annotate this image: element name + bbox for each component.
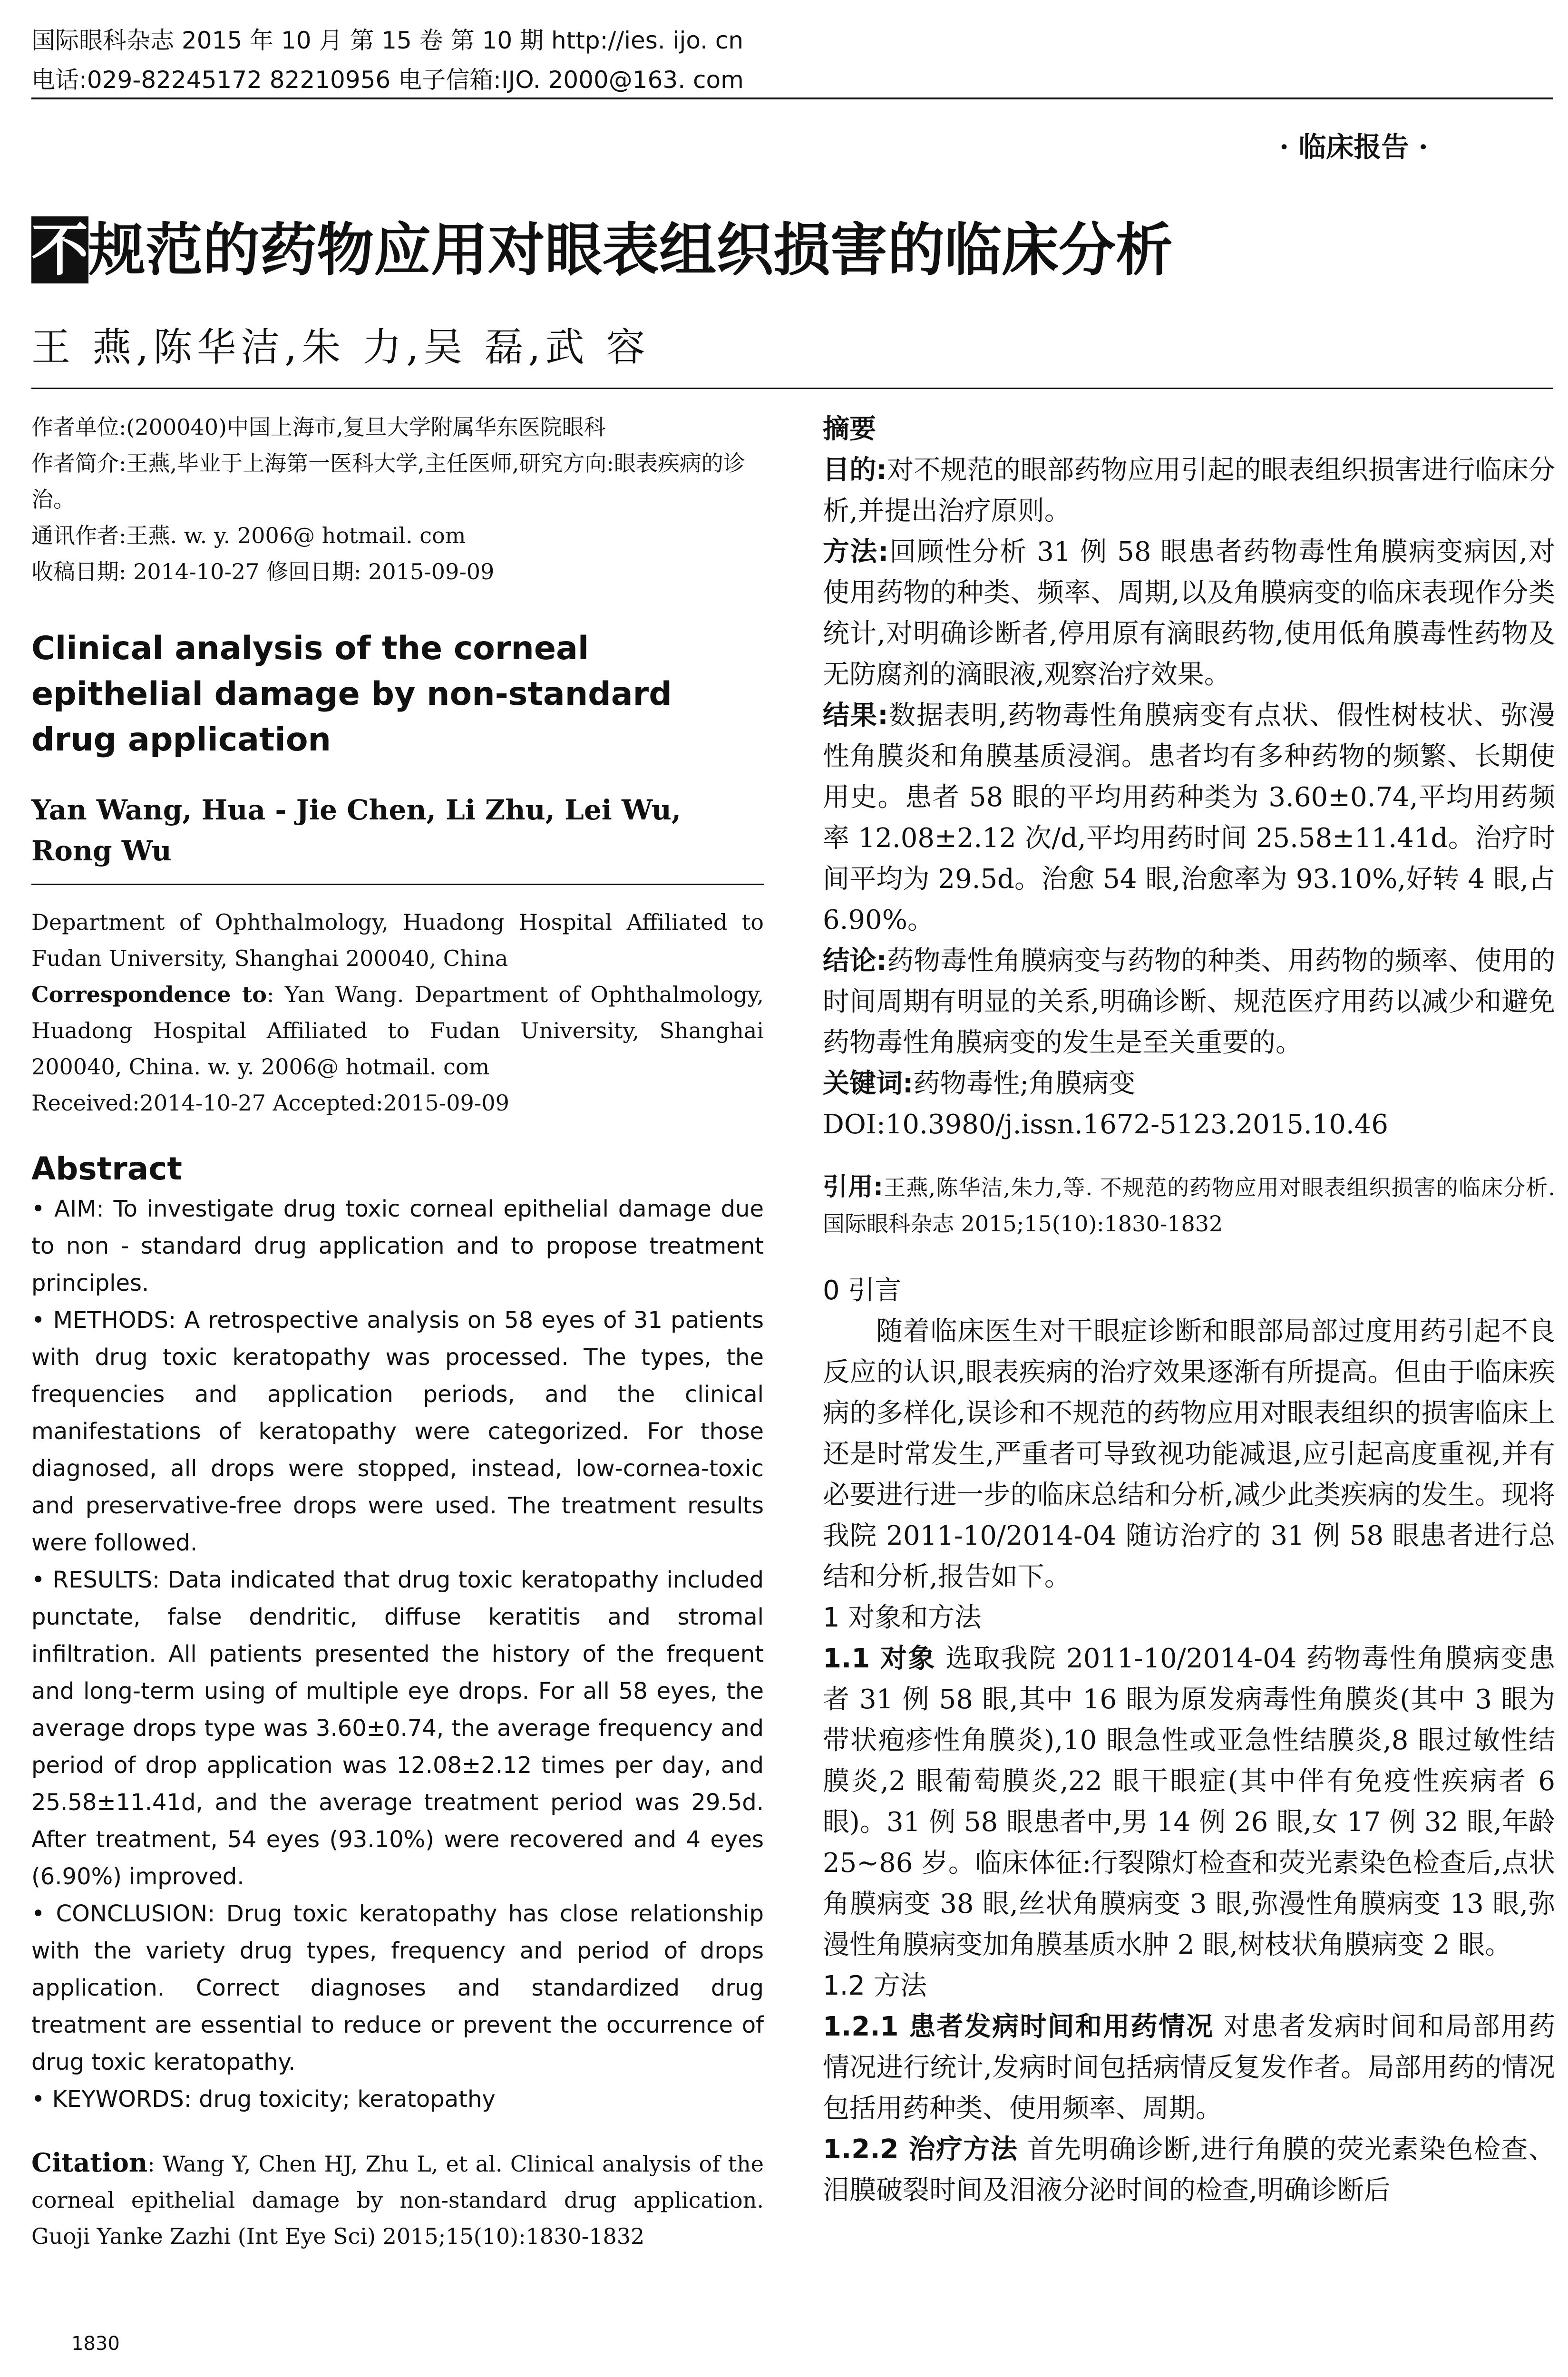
authors-rule (31, 884, 764, 885)
corresponding-author-cn: 通讯作者:王燕. w. y. 2006@ hotmail. com (31, 523, 466, 548)
abstract-aim-en: • AIM: To investigate drug toxic corneal epithelial damage due to non - standard drug application and to propose treatment principles. (31, 1196, 764, 1296)
section122-text: 首先明确诊断,进行角膜的荧光素染色检查、泪膜破裂时间及泪液分泌时间的检查,明确诊断后 (823, 2134, 1556, 2206)
abstract-methods-en: • METHODS: A retrospective analysis on 58 eyes of 31 patients with drug toxic keratopathy was processed. The types, the frequencies and application periods, and the clinical manifestations of keratopathy were categorized. For those diagnosed, all drops were stopped, instead, low-cornea-toxic and preservative-free drops were used. The treatment results were followed. (31, 1307, 764, 1556)
intro-text: 随着临床医生对干眼症诊断和眼部局部过度用药引起不良反应的认识,眼表疾病的治疗效果逐渐有所提高。但由于临床疾病的多样化,误诊和不规范的药物应用对眼表组织的损害临床上还是时常发生,严重者可导致视功能减退,应引起高度重视,并有必要进行进一步的临床总结和分析,减少此类疾病的发生。现将我院 2011-10/2014-04 随访治疗的 31 例 58 眼患者进行总结和分析,报告如下。 (823, 1316, 1555, 1592)
results-label-cn: 结果: (823, 700, 888, 731)
section-label: · 临床报告 · (1279, 131, 1428, 163)
author-bio-cn: 作者简介:王燕,毕业于上海第一医科大学,主任医师,研究方向:眼表疾病的诊治。 (31, 450, 745, 512)
aim-label-cn: 目的: (823, 455, 887, 486)
correspondence-text: : Yan Wang. Department of Ophthalmology, Huadong Hospital Affiliated to Fudan University, Shanghai 200040, China. w. y. 2006@ hotmail. com (31, 982, 764, 1080)
cite-text-cn: 王燕,陈华洁,朱力,等. 不规范的药物应用对眼表组织损害的临床分析. 国际眼科杂志 2015;15(10):1830-1832 (823, 1175, 1556, 1237)
keywords-label-cn: 关键词: (823, 1068, 914, 1099)
dates-cn: 收稿日期: 2014-10-27 修回日期: 2015-09-09 (31, 559, 495, 585)
journal-header-line2: 电话:029-82245172 82210956 电子信箱:IJO. 2000@163. com (31, 66, 744, 94)
right-column (823, 409, 1555, 2211)
abstract-results-en: • RESULTS: Data indicated that drug toxic keratopathy included punctate, false dendritic, diffuse keratitis and stromal infiltration. All patients presented the history of the frequent and long-term using of multiple eye drops. For all 58 eyes, the average drops type was 3.60±0.74, the average frequency and period of drop application was 12.08±2.12 times per day, and 25.58±11.41d, and the average treatment period was 29.5d. After treatment, 54 eyes (93.10%) were recovered and 4 eyes (6.90%) improved. (31, 1567, 764, 1890)
citation-label: Citation (31, 2147, 148, 2178)
citation-text: : Wang Y, Chen HJ, Zhu L, et al. Clinical analysis of the corneal epithelial damage by non-standard drug application. Guoji Yanke Zazhi (Int Eye Sci) 2015;15(10):1830-1832 (31, 2151, 764, 2249)
section121-text: 对患者发病时间和局部用药情况进行统计,发病时间包括病情反复发作者。局部用药的情况包括用药种类、使用频率、周期。 (823, 2011, 1555, 2124)
journal-header-line1: 国际眼科杂志 2015 年 10 月 第 15 卷 第 10 期 http://ies. ijo. cn (31, 27, 744, 54)
methods-label-cn: 方法: (823, 536, 889, 567)
department-en: Department of Ophthalmology, Huadong Hospital Affiliated to Fudan University, Shanghai 200040, China (31, 909, 764, 971)
section121-label: 1.2.1 患者发病时间和用药情况 (823, 2011, 1214, 2042)
section1-heading: 1 对象和方法 (823, 1602, 982, 1633)
header-rule (31, 97, 1553, 99)
section11-text: 选取我院 2011-10/2014-04 药物毒性角膜病变患者 31 例 58 眼,其中 16 眼为原发病毒性角膜炎(其中 3 眼为带状疱疹性角膜炎),10 眼急性或亚急性结膜炎,8 眼过敏性结膜炎,2 眼葡萄膜炎,22 眼干眼症(其中伴有免疫性疾病者 6 眼)。31 例 58 眼患者中,男 14 例 26 眼,女 17 例 32 眼,年龄 25~86 岁。临床体征:行裂隙灯检查和荧光素染色检查后,点状角膜病变 38 眼,丝状角膜病变 3 眼,弥漫性角膜病变 13 眼,弥漫性角膜病变加角膜基质水肿 2 眼,树枝状角膜病变 2 眼。 (823, 1643, 1556, 1960)
left-column (31, 409, 764, 2254)
page-number: 1830 (71, 2333, 120, 2355)
doi: DOI:10.3980/j.issn.1672-5123.2015.10.46 (823, 1109, 1389, 1140)
aim-text-cn: 对不规范的眼部药物应用引起的眼表组织损害进行临床分析,并提出治疗原则。 (823, 455, 1555, 526)
results-text-cn: 数据表明,药物毒性角膜病变有点状、假性树枝状、弥漫性角膜炎和角膜基质浸润。患者均有多种药物的频繁、长期使用史。患者 58 眼的平均用药种类为 3.60±0.74,平均用药频率 12.08±2.12 次/d,平均用药时间 25.58±11.41d。治疗时间平均为 29.5d。治愈 54 眼,治愈率为 93.10%,好转 4 眼,占 6.90%。 (823, 700, 1555, 935)
abstract-heading-cn: 摘要 (823, 414, 876, 445)
authors-cn: 王 燕,陈华洁,朱 力,吴 磊,武 容 (31, 325, 650, 370)
english-authors: Yan Wang, Hua - Jie Chen, Li Zhu, Lei Wu, Rong Wu (31, 794, 682, 867)
received-accepted: Received:2014-10-27 Accepted:2015-09-09 (31, 1090, 509, 1116)
title-rest: 规范的药物应用对眼表组织损害的临床分析 (88, 216, 1173, 283)
article-title (31, 205, 1173, 286)
abstract-keywords-en: • KEYWORDS: drug toxicity; keratopathy (31, 2086, 496, 2113)
keywords-text-cn: 药物毒性;角膜病变 (913, 1068, 1136, 1099)
intro-heading: 0 引言 (823, 1275, 902, 1306)
correspondence-label: Correspondence to (31, 982, 267, 1007)
abstract-conclusion-en: • CONCLUSION: Drug toxic keratopathy has close relationship with the variety drug types, frequency and period of drops application. Correct diagnoses and standardized drug treatment are essential to reduce or prevent the occurrence of drug toxic keratopathy. (31, 1900, 764, 2075)
title-first-char: 不 (31, 216, 88, 283)
title-rule (31, 388, 1553, 389)
section122-label: 1.2.2 治疗方法 (823, 2134, 1018, 2165)
section12-heading: 1.2 方法 (823, 1970, 927, 2001)
section11-label: 1.1 对象 (823, 1643, 936, 1674)
affiliation-cn: 作者单位:(200040)中国上海市,复旦大学附属华东医院眼科 (31, 414, 606, 440)
conclusion-label-cn: 结论: (823, 945, 887, 976)
abstract-heading-en: Abstract (31, 1150, 182, 1187)
conclusion-text-cn: 药物毒性角膜病变与药物的种类、用药物的频率、使用的时间周期有明显的关系,明确诊断、规范医疗用药以减少和避免药物毒性角膜病变的发生是至关重要的。 (823, 945, 1555, 1058)
cite-label-cn: 引用: (823, 1173, 884, 1201)
methods-text-cn: 回顾性分析 31 例 58 眼患者药物毒性角膜病变病因,对使用药物的种类、频率、周期,以及角膜病变的临床表现作分类统计,对明确诊断者,停用原有滴眼药物,使用低角膜毒性药物及无防腐剂的滴眼液,观察治疗效果。 (823, 536, 1555, 690)
english-title: Clinical analysis of the corneal epithelial damage by non-standard drug application (31, 630, 672, 759)
